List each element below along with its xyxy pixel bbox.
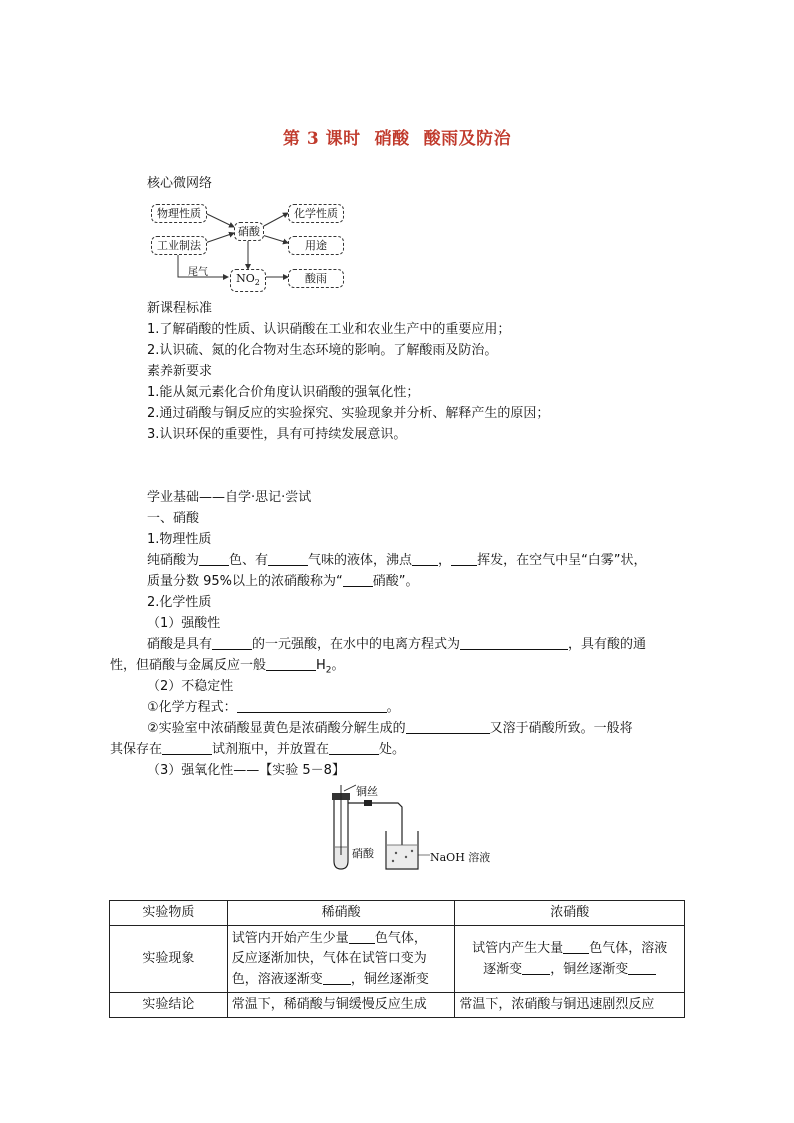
no2-subscript: 2 bbox=[254, 278, 260, 288]
title-topic2: 酸雨及防治 bbox=[423, 129, 512, 149]
sub-physical: 1.物理性质 bbox=[147, 532, 212, 547]
blank[interactable] bbox=[522, 959, 550, 975]
instability-equation-line bbox=[147, 697, 400, 718]
strong-acidity-heading: （1）强酸性 bbox=[147, 616, 221, 631]
text: H bbox=[316, 658, 326, 673]
title-lesson: 第 3 课时 bbox=[282, 129, 361, 149]
blank[interactable] bbox=[199, 550, 229, 566]
text: 又溶于硝酸所致。一般将 bbox=[489, 721, 633, 736]
table-header-concentrated: 浓硝酸 bbox=[455, 901, 685, 926]
label-nitric-acid: 硝酸 bbox=[352, 847, 374, 860]
standard-item-2: 2.认识硫、氮的化合物对生态环境的影响。了解酸雨及防治。 bbox=[147, 343, 498, 358]
text: ， bbox=[438, 553, 452, 568]
network-heading: 核心微网络 bbox=[147, 176, 213, 191]
label-tail-gas: 尾气 bbox=[188, 267, 208, 278]
cell-concentrated-conclusion: 常温下，浓硝酸与铜迅速剧烈反应 bbox=[455, 993, 685, 1018]
table-header-dilute: 稀硝酸 bbox=[227, 901, 455, 926]
requirements-heading: 素养新要求 bbox=[147, 364, 213, 379]
text: 试剂瓶中，并放置在 bbox=[212, 742, 330, 757]
text: 质量分数 95%以上的浓硝酸称为“ bbox=[147, 574, 343, 589]
experiment-table bbox=[109, 900, 685, 1018]
requirement-item-3: 3.认识环保的重要性，具有可持续发展意识。 bbox=[147, 427, 407, 442]
text: 处。 bbox=[379, 742, 406, 757]
text: 硝酸是具有 bbox=[147, 637, 213, 652]
requirement-item-1: 1.能从氮元素化合价角度认识硝酸的强氧化性； bbox=[147, 385, 420, 400]
instability-heading: （2）不稳定性 bbox=[147, 679, 234, 694]
text: 逐渐变 bbox=[483, 962, 523, 977]
physical-line-2 bbox=[147, 571, 419, 592]
blank[interactable] bbox=[162, 739, 212, 755]
blank[interactable] bbox=[343, 571, 373, 587]
standards-heading: 新课程标准 bbox=[147, 301, 213, 316]
node-chemical-properties: 化学性质 bbox=[288, 204, 344, 223]
node-no2 bbox=[230, 269, 266, 292]
instability-line-2 bbox=[147, 718, 633, 739]
physical-line-1 bbox=[147, 550, 647, 571]
blank[interactable] bbox=[237, 697, 387, 713]
blank[interactable] bbox=[628, 959, 656, 975]
table-row bbox=[110, 993, 685, 1018]
requirement-item-2: 2.通过硝酸与铜反应的实验探究、实验现象并分析、解释产生的原因； bbox=[147, 406, 550, 421]
node-uses: 用途 bbox=[288, 236, 344, 255]
blank[interactable] bbox=[268, 550, 308, 566]
text: 色、有 bbox=[229, 553, 269, 568]
text: 色，溶液逐渐变 bbox=[231, 972, 323, 987]
text: 其保存在 bbox=[110, 742, 163, 757]
sub-chemical: 2.化学性质 bbox=[147, 595, 212, 610]
label-naoh-solution: NaOH 溶液 bbox=[430, 851, 491, 864]
concept-network-diagram bbox=[148, 199, 348, 291]
text: 气味的液体，沸点 bbox=[308, 553, 413, 568]
subscript: 2 bbox=[325, 665, 332, 676]
blank[interactable] bbox=[212, 634, 252, 650]
text: ，铜丝逐渐变 bbox=[550, 962, 629, 977]
page-title bbox=[0, 124, 794, 149]
blank[interactable] bbox=[451, 550, 477, 566]
instability-line-3 bbox=[110, 739, 405, 760]
text: 的一元强酸，在水中的电离方程式为 bbox=[252, 637, 461, 652]
strong-acidity-line-1 bbox=[147, 634, 646, 655]
text: 色气体，溶液 bbox=[589, 941, 668, 956]
blank[interactable] bbox=[323, 969, 351, 985]
oxidizing-heading: （3）强氧化性——【实验 5－8】 bbox=[147, 763, 345, 778]
table-row bbox=[110, 901, 685, 926]
text: 试管内产生大量 bbox=[472, 941, 564, 956]
blank[interactable] bbox=[563, 938, 589, 954]
cell-concentrated-phenomenon bbox=[455, 926, 685, 993]
row-label-phenomenon: 实验现象 bbox=[110, 926, 228, 993]
node-physical-properties: 物理性质 bbox=[151, 204, 207, 223]
text: ，铜丝逐渐变 bbox=[350, 972, 429, 987]
node-nitric-acid: 硝酸 bbox=[234, 222, 264, 241]
no2-text: NO bbox=[236, 272, 255, 285]
node-industrial-production: 工业制法 bbox=[151, 236, 207, 255]
text: 反应逐渐加快，气体在试管口变为 bbox=[231, 951, 427, 966]
blank[interactable] bbox=[406, 718, 490, 734]
cell-dilute-conclusion: 常温下，稀硝酸与铜缓慢反应生成 bbox=[227, 993, 455, 1018]
text: ，具有酸的通 bbox=[568, 637, 647, 652]
text: 色气体， bbox=[374, 931, 427, 946]
title-topic1: 硝酸 bbox=[374, 129, 410, 149]
label-copper-wire: 铜丝 bbox=[356, 785, 378, 798]
text: 挥发，在空气中呈“白雾”状， bbox=[477, 553, 647, 568]
blank[interactable] bbox=[460, 634, 568, 650]
text: ①化学方程式： bbox=[147, 700, 237, 715]
standard-item-1: 1.了解硝酸的性质、认识硝酸在工业和农业生产中的重要应用； bbox=[147, 322, 511, 337]
text: 。 bbox=[331, 658, 345, 673]
blank[interactable] bbox=[329, 739, 379, 755]
experiment-apparatus bbox=[326, 783, 496, 873]
text: ②实验室中浓硝酸显黄色是浓硝酸分解生成的 bbox=[147, 721, 406, 736]
table-row bbox=[110, 926, 685, 993]
text: 纯硝酸为 bbox=[147, 553, 200, 568]
blank[interactable] bbox=[266, 655, 316, 671]
text: 。 bbox=[386, 700, 400, 715]
table-header-substance: 实验物质 bbox=[110, 901, 228, 926]
text: 性，但硝酸与金属反应一般 bbox=[110, 658, 267, 673]
cell-dilute-phenomenon bbox=[227, 926, 455, 993]
text: 试管内开始产生少量 bbox=[231, 931, 349, 946]
basics-heading: 学业基础——自学·思记·尝试 bbox=[147, 490, 312, 505]
blank[interactable] bbox=[349, 928, 375, 944]
section-nitric-acid: 一、硝酸 bbox=[147, 511, 200, 526]
node-acid-rain: 酸雨 bbox=[288, 269, 344, 288]
row-label-conclusion: 实验结论 bbox=[110, 993, 228, 1018]
blank[interactable] bbox=[412, 550, 438, 566]
text: 硝酸”。 bbox=[372, 574, 419, 589]
